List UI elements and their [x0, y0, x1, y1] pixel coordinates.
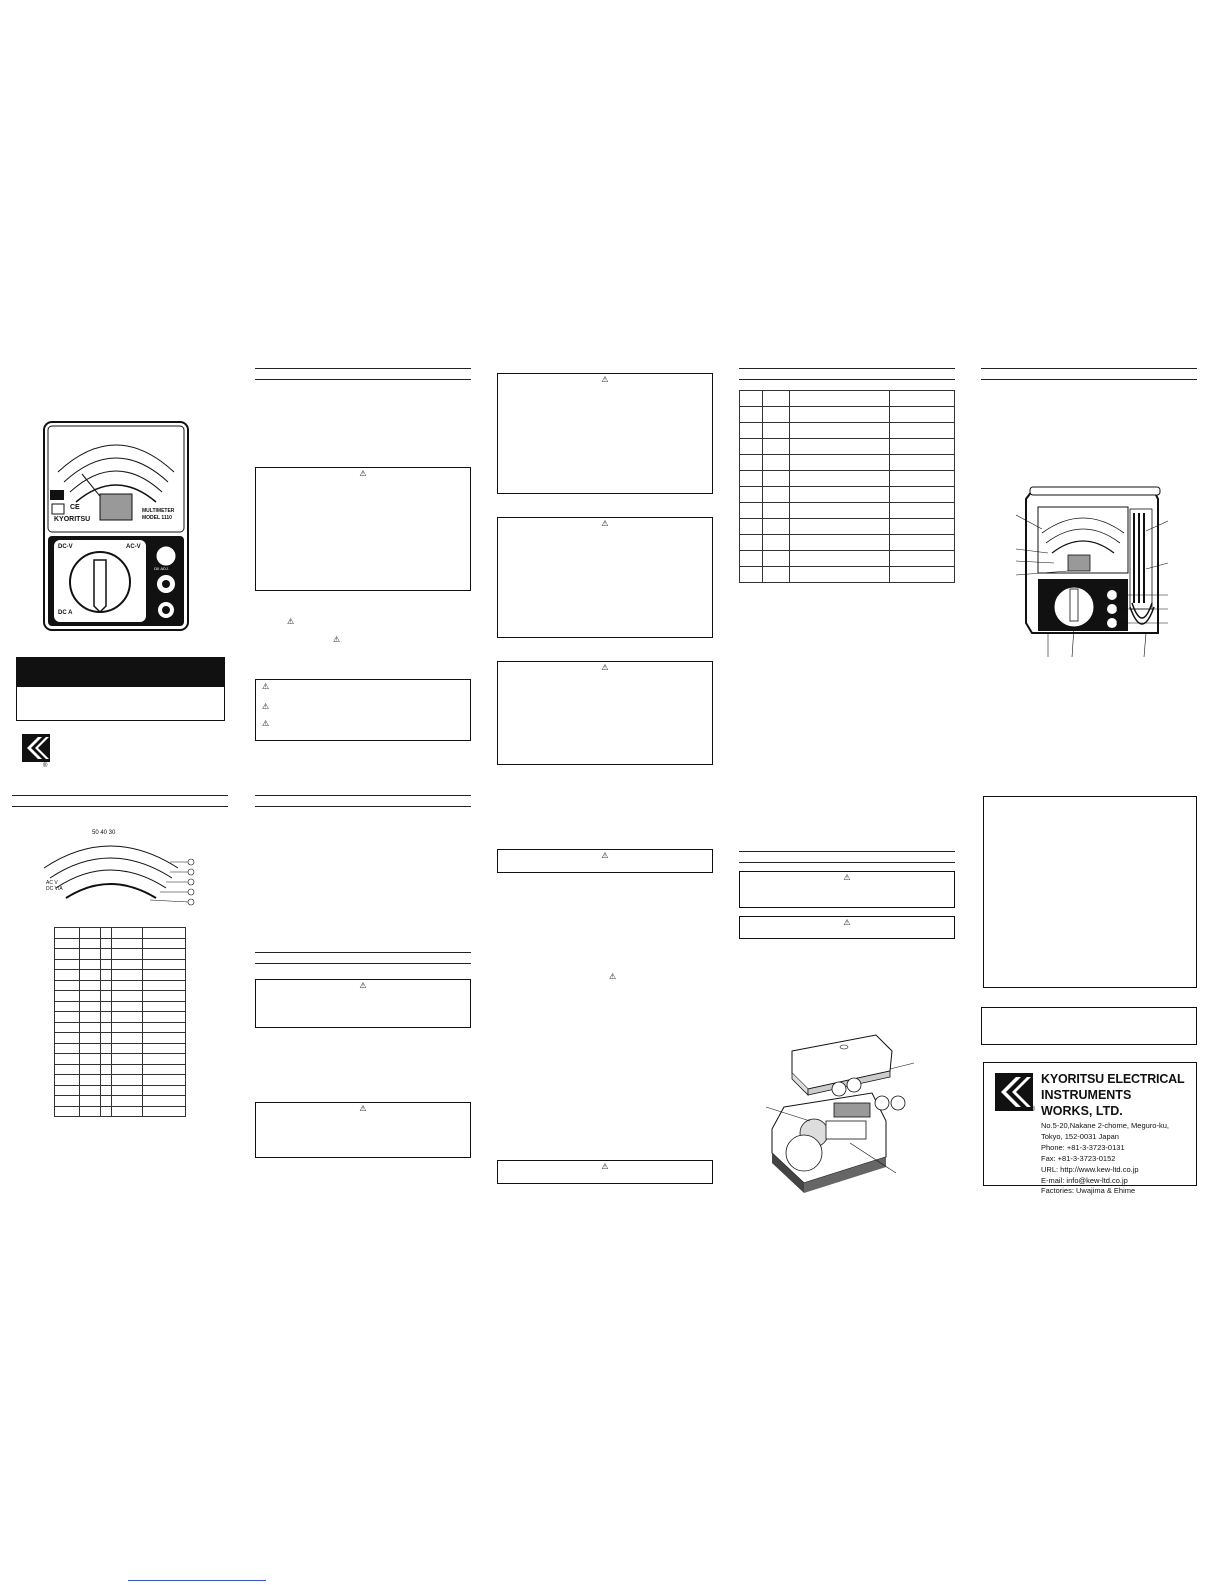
table-cell: [55, 970, 80, 981]
table-cell: [112, 1033, 143, 1044]
table-cell: [143, 1106, 186, 1117]
table-cell: [101, 1033, 112, 1044]
table-cell: [143, 1043, 186, 1054]
cover-ce-mark: CE: [70, 504, 80, 511]
table-cell: [80, 1033, 101, 1044]
section-rule: [739, 368, 955, 369]
table-cell: [740, 391, 763, 407]
table-cell: [143, 1022, 186, 1033]
table-row: [55, 959, 186, 970]
cover-model: MODEL 1110: [142, 515, 172, 521]
table-cell: [112, 1001, 143, 1012]
dial-dc-a-label: DC A: [58, 610, 73, 616]
spec-table: [54, 927, 186, 1117]
table-cell: [80, 1043, 101, 1054]
table-cell: [80, 991, 101, 1002]
table-cell: [101, 959, 112, 970]
table-cell: [55, 1106, 80, 1117]
table-row: [740, 487, 955, 503]
section-rule: [739, 851, 955, 852]
section-rule: [12, 795, 228, 796]
table-cell: [112, 970, 143, 981]
table-cell: [789, 503, 890, 519]
dial-ohm-adj-label: Ω0 ADJ.: [154, 566, 169, 571]
table-cell: [789, 535, 890, 551]
table-cell: [740, 407, 763, 423]
table-cell: [80, 959, 101, 970]
table-cell: [143, 1054, 186, 1065]
table-cell: [789, 391, 890, 407]
table-row: [55, 1043, 186, 1054]
warning-box: [497, 373, 713, 494]
table-cell: [101, 1106, 112, 1117]
table-cell: [55, 1043, 80, 1054]
footer-link-underline[interactable]: [128, 1580, 266, 1581]
table-cell: [55, 1022, 80, 1033]
cover-meter-illustration: [42, 420, 190, 632]
table-row: [55, 928, 186, 939]
table-cell: [762, 439, 789, 455]
table-cell: [101, 1085, 112, 1096]
notes-box: [983, 796, 1197, 988]
table-cell: [55, 1001, 80, 1012]
table-cell: [143, 1012, 186, 1023]
table-row: [55, 1096, 186, 1107]
company-phone: Phone: +81-3-3723-0131: [1041, 1143, 1125, 1152]
warning-icon: ⚠: [601, 375, 609, 384]
table-cell: [101, 980, 112, 991]
table-cell: [143, 1033, 186, 1044]
table-row: [55, 991, 186, 1002]
table-row: [55, 1022, 186, 1033]
warning-box: [497, 517, 713, 638]
warning-icon: ⚠: [359, 981, 367, 990]
table-cell: [112, 1064, 143, 1075]
table-cell: [55, 1075, 80, 1086]
table-cell: [55, 1012, 80, 1023]
warning-box: [739, 916, 955, 939]
table-cell: [55, 938, 80, 949]
company-address-2: Tokyo, 152-0031 Japan: [1041, 1132, 1119, 1141]
table-cell: [101, 1064, 112, 1075]
company-name-line2: INSTRUMENTS: [1041, 1088, 1132, 1102]
table-cell: [762, 423, 789, 439]
warning-icon: ⚠: [601, 1162, 609, 1171]
table-cell: [80, 980, 101, 991]
warning-icon: ⚠: [287, 617, 295, 626]
table-cell: [143, 1064, 186, 1075]
table-cell: [80, 1012, 101, 1023]
table-cell: [143, 938, 186, 949]
table-cell: [80, 1054, 101, 1065]
table-cell: [80, 1064, 101, 1075]
table-row: [55, 949, 186, 960]
table-cell: [112, 1075, 143, 1086]
table-cell: [55, 928, 80, 939]
table-cell: [789, 567, 890, 583]
table-cell: [80, 1075, 101, 1086]
section-rule: [981, 368, 1197, 369]
cover-model-label: MULTIMETER: [142, 508, 175, 514]
table-cell: [762, 519, 789, 535]
table-cell: [143, 980, 186, 991]
table-cell: [112, 959, 143, 970]
table-cell: [112, 1106, 143, 1117]
table-cell: [80, 949, 101, 960]
table-row: [55, 1001, 186, 1012]
table-cell: [890, 391, 955, 407]
table-cell: [890, 535, 955, 551]
table-cell: [112, 1022, 143, 1033]
warning-box: [497, 661, 713, 765]
company-box: [983, 1062, 1197, 1195]
table-row: [740, 391, 955, 407]
table-cell: [112, 1085, 143, 1096]
table-cell: [55, 1054, 80, 1065]
table-row: [740, 535, 955, 551]
table-row: [740, 551, 955, 567]
kyoritsu-logo: [22, 734, 50, 762]
table-cell: [789, 455, 890, 471]
table-cell: [101, 928, 112, 939]
table-cell: [112, 938, 143, 949]
company-name-line1: KYORITSU ELECTRICAL: [1041, 1072, 1185, 1086]
notes-box-small: [981, 1007, 1197, 1045]
table-cell: [789, 407, 890, 423]
table-cell: [762, 391, 789, 407]
table-row: [55, 1033, 186, 1044]
table-cell: [55, 1085, 80, 1096]
table-cell: [101, 991, 112, 1002]
table-row: [55, 980, 186, 991]
table-cell: [80, 1022, 101, 1033]
cover-brand: KYORITSU: [54, 516, 91, 523]
cover-subtitle-box: [16, 686, 225, 721]
table-row: [740, 567, 955, 583]
company-email[interactable]: E-mail: info@kew-ltd.co.jp: [1041, 1176, 1128, 1185]
warning-icon: ⚠: [843, 918, 851, 927]
table-cell: [740, 471, 763, 487]
warning-box: [255, 467, 471, 591]
scale-label-top: 50 40 30: [92, 830, 116, 836]
warning-box: [739, 871, 955, 908]
table-cell: [101, 1012, 112, 1023]
table-cell: [80, 1096, 101, 1107]
table-row: [55, 1106, 186, 1117]
table-cell: [80, 1106, 101, 1117]
table-cell: [80, 938, 101, 949]
table-cell: [740, 503, 763, 519]
spec-table-2: [739, 390, 955, 583]
table-cell: [143, 1096, 186, 1107]
table-row: [55, 1054, 186, 1065]
table-cell: [112, 949, 143, 960]
table-cell: [740, 551, 763, 567]
company-fax: Fax: +81-3-3723-0152: [1041, 1154, 1116, 1163]
table-cell: [789, 519, 890, 535]
carrying-case-illustration: [1008, 483, 1168, 658]
section-rule: [739, 379, 955, 380]
table-cell: [143, 1075, 186, 1086]
table-row: [740, 519, 955, 535]
table-row: [740, 455, 955, 471]
table-cell: [55, 959, 80, 970]
section-rule: [739, 862, 955, 863]
table-row: [740, 471, 955, 487]
company-name-line3: WORKS, LTD.: [1041, 1104, 1123, 1118]
table-cell: [762, 503, 789, 519]
section-rule: [255, 368, 471, 369]
table-cell: [101, 1043, 112, 1054]
warning-icon: ⚠: [359, 1104, 367, 1113]
warning-icon: ⚠: [262, 702, 270, 711]
scale-label-dcva: DC V/A: [46, 886, 63, 892]
table-row: [740, 439, 955, 455]
table-cell: [80, 970, 101, 981]
table-cell: [789, 439, 890, 455]
table-cell: [890, 519, 955, 535]
section-rule: [981, 379, 1197, 380]
table-cell: [890, 503, 955, 519]
table-cell: [112, 1012, 143, 1023]
section-rule: [255, 806, 471, 807]
table-cell: [101, 1075, 112, 1086]
table-cell: [80, 928, 101, 939]
warning-box: [255, 1102, 471, 1158]
table-cell: [80, 1001, 101, 1012]
table-cell: [762, 551, 789, 567]
table-cell: [143, 1085, 186, 1096]
section-rule: [255, 963, 471, 964]
table-row: [740, 503, 955, 519]
table-row: [55, 1012, 186, 1023]
section-rule: [255, 795, 471, 796]
table-cell: [762, 567, 789, 583]
table-cell: [55, 1033, 80, 1044]
registered-mark: ®: [43, 763, 48, 769]
battery-replacement-illustration: [764, 1033, 924, 1195]
cover-title-bar: [16, 657, 225, 687]
dial-dc-v-label: DC-V: [58, 544, 73, 550]
company-logo: [995, 1073, 1036, 1113]
table-cell: [762, 487, 789, 503]
warning-icon: ⚠: [601, 663, 609, 672]
table-cell: [740, 567, 763, 583]
table-cell: [890, 567, 955, 583]
table-cell: [740, 423, 763, 439]
table-row: [55, 938, 186, 949]
table-cell: [143, 1001, 186, 1012]
table-row: [55, 1075, 186, 1086]
table-cell: [890, 423, 955, 439]
warning-icon: ⚠: [262, 682, 270, 691]
table-cell: [112, 1054, 143, 1065]
table-cell: [789, 423, 890, 439]
symbol-legend-box: [255, 679, 471, 741]
warning-icon: ⚠: [843, 873, 851, 882]
warning-icon: ⚠: [262, 719, 270, 728]
table-cell: [55, 1064, 80, 1075]
table-cell: [890, 439, 955, 455]
table-cell: [740, 519, 763, 535]
table-cell: [112, 980, 143, 991]
scale-diagram: [40, 828, 200, 910]
section-rule: [12, 806, 228, 807]
table-cell: [890, 471, 955, 487]
table-cell: [762, 471, 789, 487]
table-cell: [740, 535, 763, 551]
table-cell: [789, 487, 890, 503]
table-cell: [101, 1022, 112, 1033]
table-cell: [112, 1043, 143, 1054]
company-address-1: No.5-20,Nakane 2-chome, Meguro-ku,: [1041, 1121, 1169, 1130]
table-cell: [55, 980, 80, 991]
table-cell: [740, 439, 763, 455]
company-factories: Factories: Uwajima & Ehime: [1041, 1186, 1136, 1195]
table-cell: [80, 1085, 101, 1096]
warning-icon: ⚠: [609, 972, 617, 981]
table-cell: [143, 991, 186, 1002]
table-cell: [55, 949, 80, 960]
warning-box: [497, 1160, 713, 1184]
warning-icon: ⚠: [601, 851, 609, 860]
warning-icon: ⚠: [359, 469, 367, 478]
table-cell: [101, 1096, 112, 1107]
table-cell: [890, 407, 955, 423]
table-cell: [55, 991, 80, 1002]
warning-box: [497, 849, 713, 873]
table-row: [55, 970, 186, 981]
table-cell: [112, 991, 143, 1002]
table-cell: [101, 970, 112, 981]
table-row: [55, 1085, 186, 1096]
table-cell: [112, 1096, 143, 1107]
table-cell: [101, 1001, 112, 1012]
table-cell: [740, 487, 763, 503]
table-cell: [143, 970, 186, 981]
table-cell: [740, 455, 763, 471]
table-cell: [143, 959, 186, 970]
table-cell: [890, 455, 955, 471]
table-cell: [890, 551, 955, 567]
table-cell: [101, 938, 112, 949]
table-row: [740, 407, 955, 423]
table-row: [740, 423, 955, 439]
table-cell: [890, 487, 955, 503]
section-rule: [255, 379, 471, 380]
table-cell: [789, 551, 890, 567]
table-cell: [762, 407, 789, 423]
dial-ac-v-label: AC-V: [126, 544, 141, 550]
table-cell: [112, 928, 143, 939]
table-cell: [143, 949, 186, 960]
table-row: [55, 1064, 186, 1075]
section-rule: [255, 952, 471, 953]
table-cell: [762, 535, 789, 551]
company-registered-mark: ®: [1030, 1106, 1036, 1113]
scale-label-acv: AC V: [46, 880, 58, 886]
table-cell: [101, 1054, 112, 1065]
table-cell: [143, 928, 186, 939]
table-cell: [762, 455, 789, 471]
table-cell: [789, 471, 890, 487]
warning-icon: ⚠: [601, 519, 609, 528]
table-cell: [55, 1096, 80, 1107]
warning-icon: ⚠: [333, 635, 341, 644]
company-url[interactable]: URL: http://www.kew-ltd.co.jp: [1041, 1165, 1139, 1174]
table-cell: [101, 949, 112, 960]
warning-box: [255, 979, 471, 1028]
